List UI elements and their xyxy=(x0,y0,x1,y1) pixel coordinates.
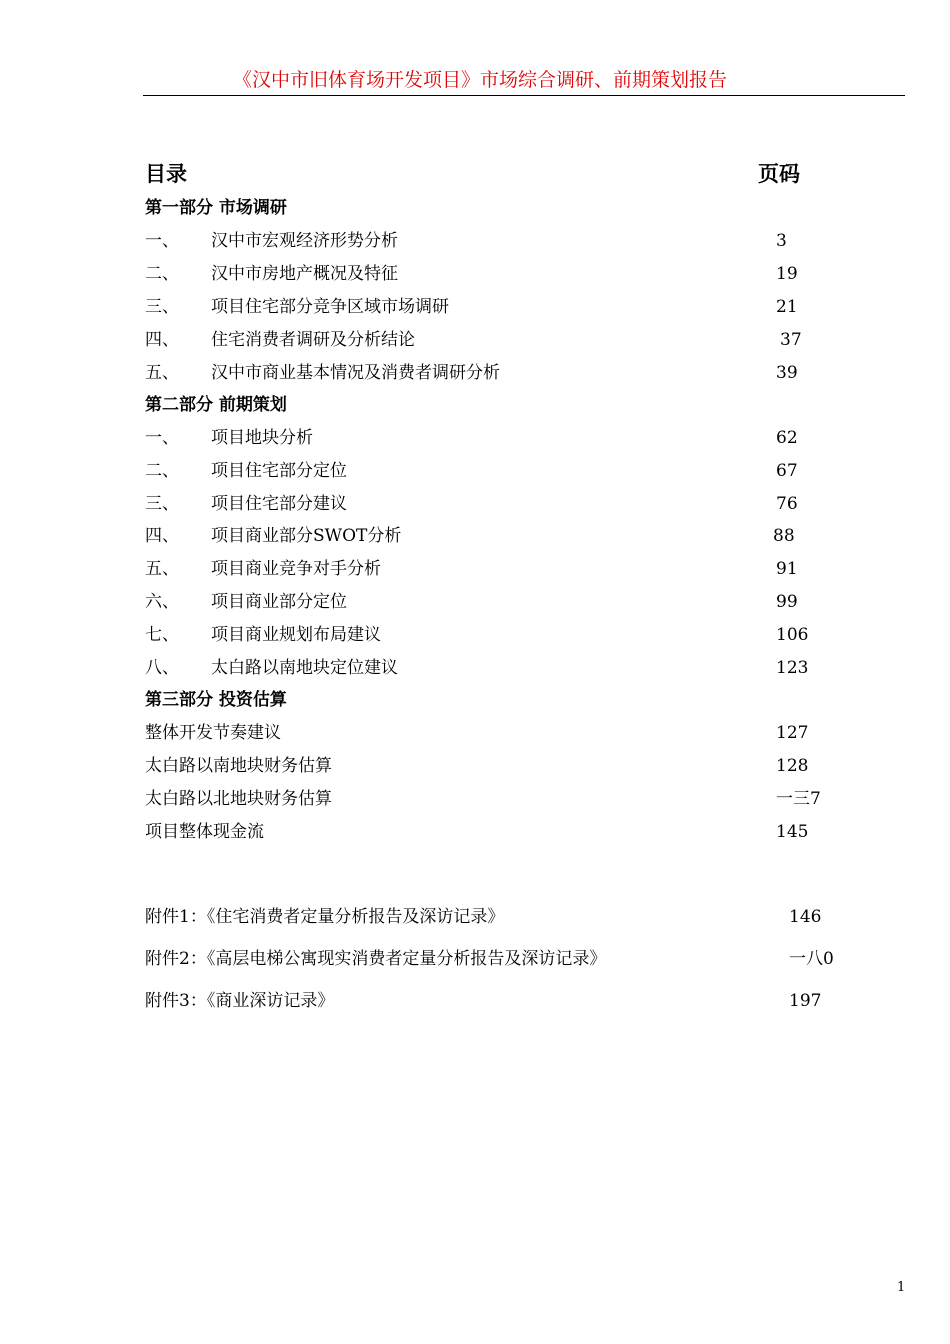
toc-entry-page: 128 xyxy=(776,756,809,776)
section-title: 第二部分 前期策划 xyxy=(145,395,287,415)
appendix-entry xyxy=(145,989,845,1013)
appendix-title: 附件3：《商业深访记录》 xyxy=(145,991,335,1011)
toc-entry-page: 88 xyxy=(773,526,795,546)
toc-entry-title: 太白路以北地块财务估算 xyxy=(145,789,332,809)
toc-entry-number: 二、 xyxy=(145,264,179,284)
toc-entry-title: 项目地块分析 xyxy=(211,428,313,448)
toc-entry-title: 项目商业部分SWOT分析 xyxy=(211,526,402,546)
toc-entry-number: 一、 xyxy=(145,428,179,448)
toc-entry-page: 3 xyxy=(776,231,787,251)
toc-entry-page: 21 xyxy=(776,297,798,317)
toc-entry-title: 汉中市宏观经济形势分析 xyxy=(211,231,398,251)
toc-entry-title: 住宅消费者调研及分析结论 xyxy=(211,330,415,350)
toc-entry xyxy=(145,623,845,647)
toc-entry-number: 八、 xyxy=(145,658,179,678)
toc-entry-number: 四、 xyxy=(145,330,179,350)
toc-entry-title: 项目住宅部分建议 xyxy=(211,494,347,514)
toc-entry xyxy=(145,262,845,286)
toc-entry xyxy=(145,590,845,614)
toc-page-heading: 页码 xyxy=(758,162,800,186)
toc-entry-number: 四、 xyxy=(145,526,179,546)
toc-entry-page: 145 xyxy=(776,822,809,842)
toc-entry-page: 39 xyxy=(776,363,798,383)
toc-entry-number: 七、 xyxy=(145,625,179,645)
toc-entry-number: 一、 xyxy=(145,231,179,251)
toc-entry-page: 67 xyxy=(776,461,798,481)
toc-entry-title: 项目整体现金流 xyxy=(145,822,264,842)
toc-entry-title: 项目住宅部分竞争区域市场调研 xyxy=(211,297,449,317)
appendix-page: 197 xyxy=(789,991,822,1011)
toc-entry-number: 五、 xyxy=(145,559,179,579)
toc-entry xyxy=(145,426,845,450)
toc-entry xyxy=(145,557,845,581)
toc-entry-number: 五、 xyxy=(145,363,179,383)
header-divider xyxy=(143,95,905,96)
toc-entry-page: 123 xyxy=(776,658,809,678)
toc-entry xyxy=(145,492,845,516)
toc-entry-title: 太白路以南地块定位建议 xyxy=(211,658,398,678)
toc-entry xyxy=(145,524,845,548)
toc-heading: 目录 xyxy=(145,162,187,186)
toc-entry xyxy=(145,229,845,253)
toc-entry xyxy=(145,754,845,778)
appendix-title: 附件1：《住宅消费者定量分析报告及深访记录》 xyxy=(145,907,505,927)
toc-entry xyxy=(145,721,845,745)
toc-entry-page: 99 xyxy=(776,592,798,612)
section-title: 第一部分 市场调研 xyxy=(145,198,287,218)
appendix-entry xyxy=(145,947,845,971)
report-title: 《汉中市旧体育场开发项目》市场综合调研、前期策划报告 xyxy=(233,69,728,91)
toc-entry-number: 二、 xyxy=(145,461,179,481)
toc-entry-page: 19 xyxy=(776,264,798,284)
section-title: 第三部分 投资估算 xyxy=(145,690,287,710)
toc-entry-title: 太白路以南地块财务估算 xyxy=(145,756,332,776)
toc-entry xyxy=(145,787,845,811)
appendix-entry xyxy=(145,905,845,929)
toc-entry-page: 一三7 xyxy=(776,789,821,809)
toc-entry-page: 37 xyxy=(780,330,802,350)
page-number: 1 xyxy=(897,1280,906,1295)
toc-entry-title: 汉中市房地产概况及特征 xyxy=(211,264,398,284)
toc-entry xyxy=(145,295,845,319)
appendix-page: 一八0 xyxy=(789,949,834,969)
toc-entry xyxy=(145,328,845,352)
toc-entry-title: 汉中市商业基本情况及消费者调研分析 xyxy=(211,363,500,383)
toc-entry-page: 127 xyxy=(776,723,809,743)
toc-entry-title: 项目商业竞争对手分析 xyxy=(211,559,381,579)
toc-entry xyxy=(145,361,845,385)
appendix-title: 附件2：《高层电梯公寓现实消费者定量分析报告及深访记录》 xyxy=(145,949,607,969)
appendix-page: 146 xyxy=(789,907,822,927)
toc-entry-number: 三、 xyxy=(145,297,179,317)
toc-entry-number: 六、 xyxy=(145,592,179,612)
toc-entry-page: 62 xyxy=(776,428,798,448)
toc-entry-page: 91 xyxy=(776,559,798,579)
toc-entry-page: 76 xyxy=(776,494,798,514)
toc-entry-title: 整体开发节奏建议 xyxy=(145,723,281,743)
toc-entry-number: 三、 xyxy=(145,494,179,514)
toc-entry xyxy=(145,820,845,844)
toc-entry-title: 项目住宅部分定位 xyxy=(211,461,347,481)
toc-entry xyxy=(145,459,845,483)
toc-entry-title: 项目商业部分定位 xyxy=(211,592,347,612)
toc-entry-page: 106 xyxy=(776,625,809,645)
toc-entry xyxy=(145,656,845,680)
toc-entry-title: 项目商业规划布局建议 xyxy=(211,625,381,645)
